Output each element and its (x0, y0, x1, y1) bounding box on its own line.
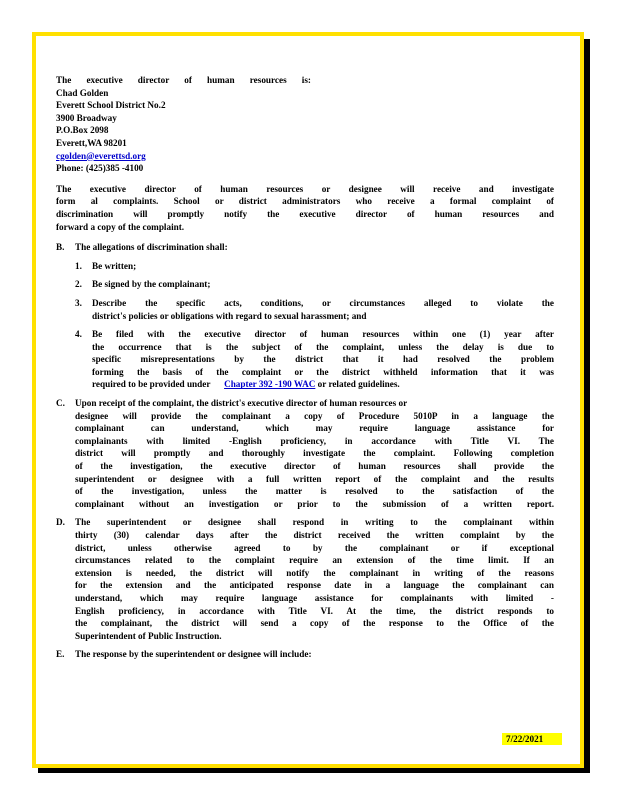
section-b-text: The allegations of discrimination shall: (75, 242, 228, 253)
section-marker: C. (56, 398, 65, 409)
list-item-4 (56, 328, 554, 391)
contact-intro: The executive director of human resources is: (56, 75, 311, 85)
list-item-text: Be written; (92, 260, 137, 271)
section-c-line: complainants with limited -English proficiency, in accordance with Title VI. The (75, 435, 554, 446)
list-item-prefix: required to be provided under (92, 379, 211, 390)
contact-pobox: P.O.Box 2098 (56, 125, 109, 136)
section-d-line: circumstances related to the complaint require an extension of the time limit. If an (75, 555, 554, 566)
paragraph-line: forward a copy of the complaint. (56, 221, 185, 232)
section-d-line: thirty (30) calendar days after the district received the written complaint by the (75, 530, 554, 540)
section-d-line: The superintendent or designee shall respond in writing to the complainant within (75, 517, 554, 528)
list-item-text: Be signed by the complainant; (92, 279, 211, 290)
section-d-line: English proficiency, in accordance with Title VI. At the time, the district responds to (75, 605, 554, 616)
wac-chapter-link[interactable]: Chapter 392 -190 WAC (224, 379, 316, 390)
contact-name: Chad Golden (56, 87, 109, 98)
section-c-line: superintendent or designee with a full written report of the complaint and the results (75, 473, 554, 484)
section-c-line: complainant without an investigation or prior to the submission of a written report. (75, 498, 554, 509)
section-d-line: extension is needed, the district will notify the complainant in writing of the reasons (75, 567, 554, 578)
list-marker: 2. (75, 279, 82, 290)
section-c-line: of the investigation, the executive director of human resources shall provide the (75, 461, 554, 472)
list-item-text: the occurrence that is the subject of the complaint, unless the delay is due to (92, 341, 554, 352)
section-c-line: Upon receipt of the complaint, the district's executive director of human resources or (75, 398, 408, 409)
section-d-line: district, unless otherwise agreed to by the complainant or if exceptional (75, 542, 554, 553)
section-marker: B. (56, 242, 65, 253)
paragraph-line: The executive director of human resources or designee will receive and investigate (56, 183, 554, 194)
section-c-line: designee will provide the complainant a copy of Procedure 5010P in a language the (75, 410, 554, 421)
list-marker: 3. (75, 297, 82, 308)
section-b (56, 241, 554, 254)
list-marker: 4. (75, 329, 82, 340)
section-c-line: district will promptly and thoroughly investigate the complaint. Following completion (75, 448, 554, 459)
list-marker: 1. (75, 260, 82, 271)
list-item-text: Be filed with the executive director of human resources within one (1) year after (92, 329, 554, 340)
list-item-text-last (92, 378, 554, 391)
list-item-text: Describe the specific acts, conditions, or circumstances alleged to violate the (92, 297, 554, 308)
contact-block (56, 74, 554, 175)
section-d-line: understand, which may require language assistance for complainants with limited - (75, 592, 554, 603)
document-page (32, 32, 584, 768)
section-d-line: for the extension and the anticipated response date in a language the complainant can (75, 580, 554, 591)
list-item-text: specific misrepresentations by the district that it had resolved the problem (92, 354, 554, 365)
section-c (56, 397, 554, 510)
contact-city: Everett,WA 98201 (56, 137, 127, 148)
list-item-2 (56, 278, 554, 291)
section-e (56, 648, 554, 661)
paragraph-line: discrimination will promptly notify the executive director of human resources and (56, 208, 554, 219)
contact-org: Everett School District No.2 (56, 100, 166, 111)
section-d-line: Superintendent of Public Instruction. (75, 630, 222, 641)
document-body (56, 74, 554, 661)
list-item-1 (56, 260, 554, 273)
section-d-line: the complainant, the district will send a copy of the response to the Office of the (75, 618, 554, 629)
list-item-3 (56, 297, 554, 322)
list-item-text: district's policies or obligations with regard to sexual harassment; and (92, 310, 367, 321)
section-marker: E. (56, 649, 65, 660)
paragraph-complaints (56, 183, 554, 233)
contact-email-link[interactable]: cgolden@everettsd.org (56, 150, 146, 161)
section-d (56, 516, 554, 642)
section-e-text: The response by the superintendent or designee will include: (75, 649, 312, 660)
contact-street: 3900 Broadway (56, 112, 117, 123)
contact-phone: Phone: (425)385 -4100 (56, 163, 144, 174)
section-c-line: of the investigation, unless the matter is resolved to the satisfaction of the (75, 486, 554, 497)
revision-date: 7/22/2021 (502, 733, 562, 745)
list-item-suffix: or related guidelines. (317, 379, 400, 390)
section-c-line: complainant can understand, which may require language assistance for (75, 423, 554, 434)
section-marker: D. (56, 517, 65, 528)
paragraph-line: form al complaints. School or district administrators who receive a formal complaint of (56, 196, 554, 207)
list-item-text: forming the basis of the complaint or the district withheld information that it was (92, 366, 554, 377)
